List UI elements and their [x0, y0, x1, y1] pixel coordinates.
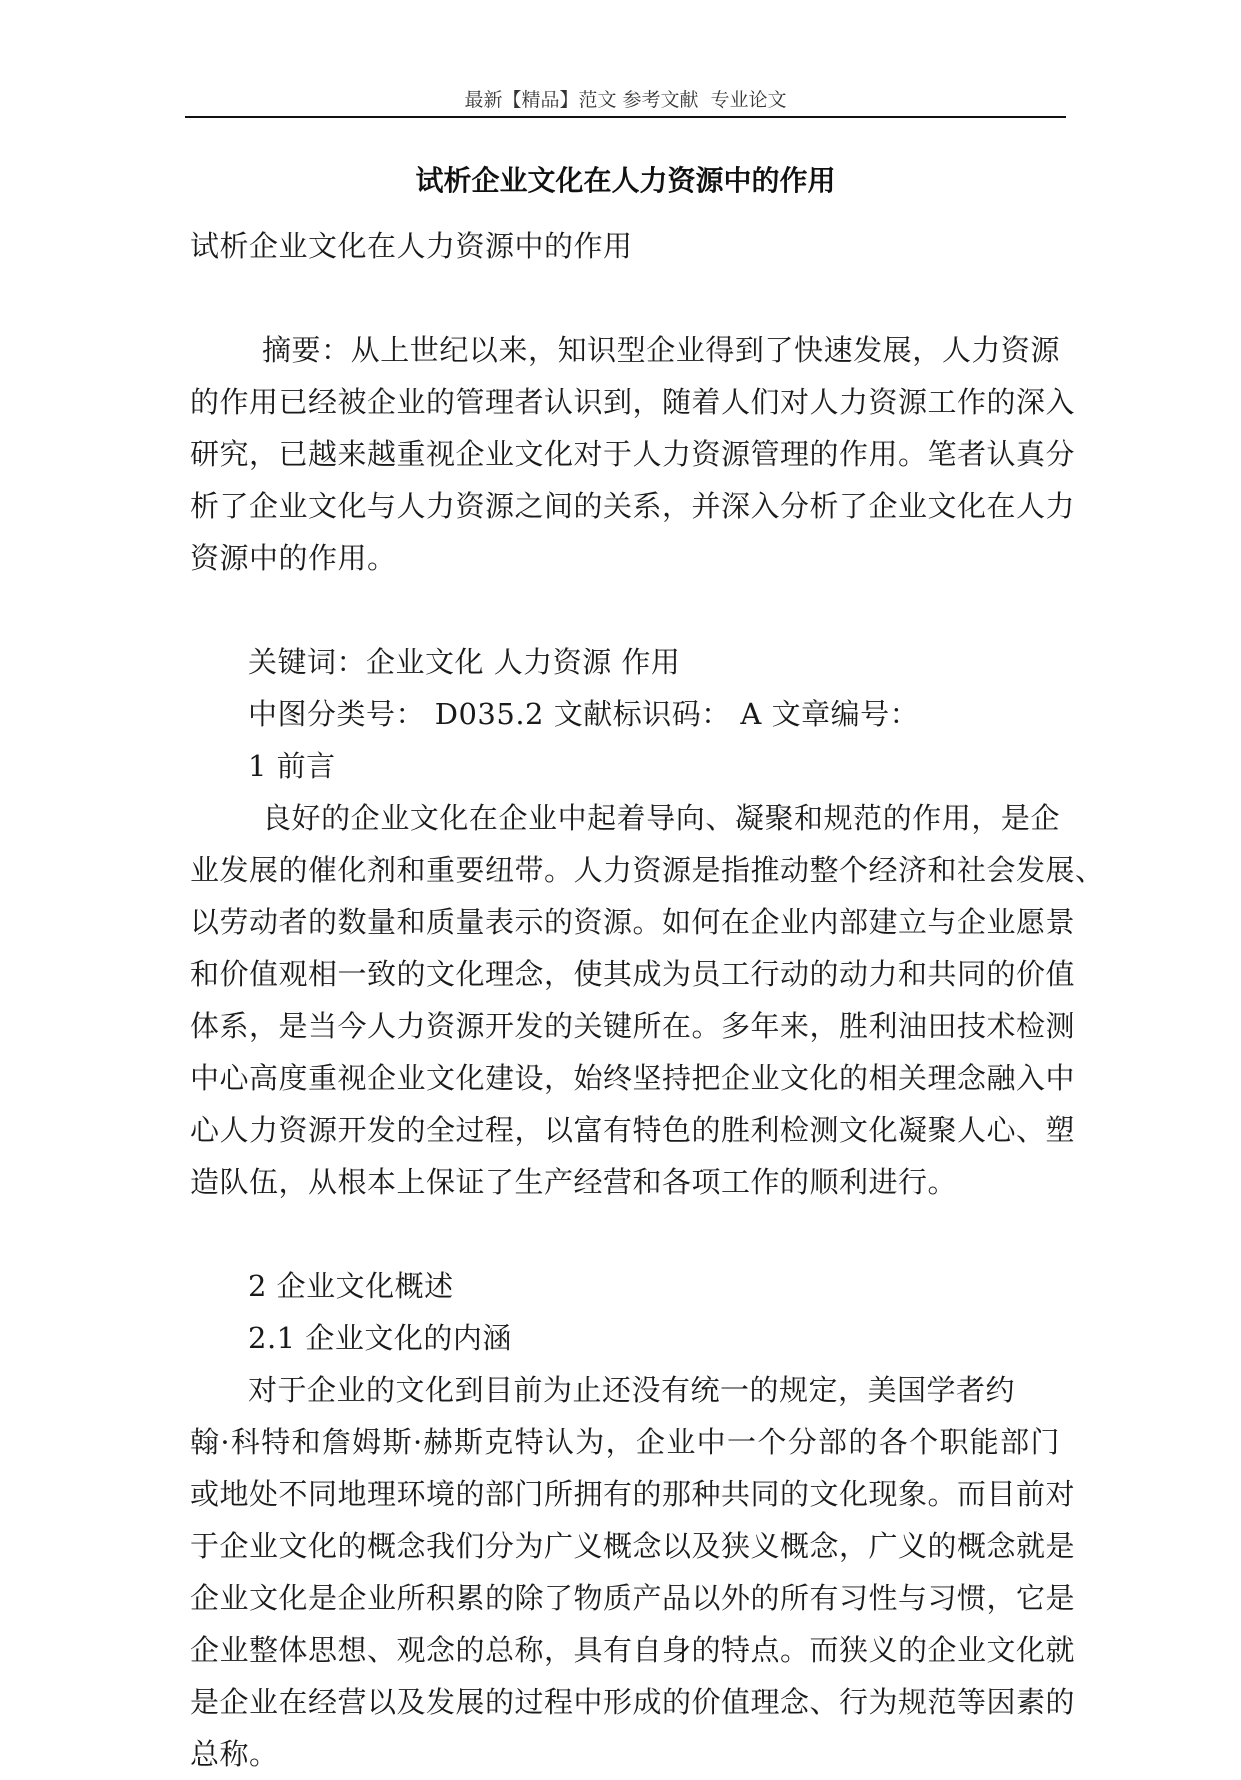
document-subtitle: 试析企业文化在人力资源中的作用: [190, 229, 633, 263]
paragraph-line: 对于企业的文化到目前为止还没有统一的规定，美国学者约: [248, 1373, 1016, 1407]
keywords: 关键词：企业文化 人力资源 作用: [248, 645, 681, 679]
paragraph-line: 良好的企业文化在企业中起着导向、凝聚和规范的作用，是企: [262, 801, 1060, 835]
abstract-line: 的作用已经被企业的管理者认识到，随着人们对人力资源工作的深入: [190, 385, 1076, 419]
paragraph-line: 是企业在经营以及发展的过程中形成的价值理念、行为规范等因素的: [190, 1685, 1076, 1719]
paragraph-line: 以劳动者的数量和质量表示的资源。如何在企业内部建立与企业愿景: [190, 905, 1076, 939]
paragraph-line: 体系，是当今人力资源开发的关键所在。多年来，胜利油田技术检测: [190, 1009, 1076, 1043]
section-2-1-paragraph: [190, 1364, 1076, 1780]
header-rule: [185, 116, 1066, 118]
abstract-line: 研究，已越来越重视企业文化对于人力资源管理的作用。笔者认真分: [190, 437, 1076, 471]
paragraph-line: 和价值观相一致的文化理念，使其成为员工行动的动力和共同的价值: [190, 957, 1076, 991]
section-heading-2: 2 企业文化概述: [248, 1269, 454, 1303]
classification-info: 中图分类号： D035.2 文献标识码： A 文章编号：: [248, 697, 920, 731]
blank-line: [190, 1208, 1060, 1260]
paragraph-line: 总称。: [190, 1737, 279, 1771]
blank-line: [190, 272, 1060, 324]
section-heading-1: 1 前言: [248, 749, 336, 783]
document-title: 试析企业文化在人力资源中的作用: [415, 164, 836, 197]
paragraph-line: 心人力资源开发的全过程，以富有特色的胜利检测文化凝聚人心、塑: [190, 1113, 1076, 1147]
paragraph-line: 造队伍，从根本上保证了生产经营和各项工作的顺利进行。: [190, 1165, 958, 1199]
paragraph-line: 企业整体思想、观念的总称，具有自身的特点。而狭义的企业文化就: [190, 1633, 1076, 1667]
paragraph-line: 业发展的催化剂和重要纽带。人力资源是指推动整个经济和社会发展、: [190, 853, 1105, 887]
section-1-paragraph: [190, 792, 1105, 1208]
paragraph-line: 企业文化是企业所积累的除了物质产品以外的所有习性与习惯，它是: [190, 1581, 1076, 1615]
running-header: 最新【精品】范文 参考文献 专业论文: [464, 89, 787, 111]
abstract: [190, 324, 1076, 584]
abstract-line: 摘要：从上世纪以来，知识型企业得到了快速发展，人力资源: [262, 333, 1060, 367]
paragraph-line: 翰·科特和詹姆斯·赫斯克特认为，企业中一个分部的各个职能部门: [190, 1425, 1060, 1459]
blank-line: [190, 584, 1060, 636]
section-heading-2-1: 2.1 企业文化的内涵: [248, 1321, 512, 1355]
paragraph-line: 于企业文化的概念我们分为广义概念以及狭义概念，广义的概念就是: [190, 1529, 1076, 1563]
document-body: [190, 220, 1105, 1780]
abstract-line: 析了企业文化与人力资源之间的关系，并深入分析了企业文化在人力: [190, 489, 1076, 523]
abstract-line: 资源中的作用。: [190, 541, 397, 575]
paragraph-line: 中心高度重视企业文化建设，始终坚持把企业文化的相关理念融入中: [190, 1061, 1076, 1095]
paragraph-line: 或地处不同地理环境的部门所拥有的那种共同的文化现象。而目前对: [190, 1477, 1076, 1511]
